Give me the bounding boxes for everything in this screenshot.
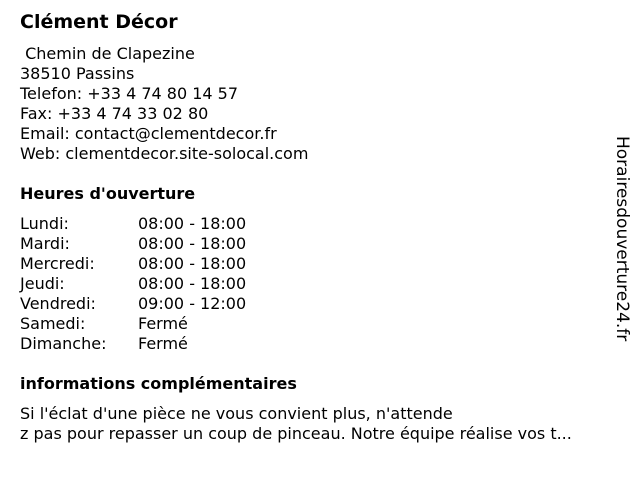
business-name: Clément Décor xyxy=(20,11,178,33)
city-address: 38510 Passins xyxy=(20,64,135,83)
day-time: 08:00 - 18:00 xyxy=(138,214,247,233)
day-time: 09:00 - 12:00 xyxy=(138,294,247,313)
day-label: Mardi: xyxy=(20,234,70,253)
email-address: Email: contact@clementdecor.fr xyxy=(20,124,277,143)
day-label: Dimanche: xyxy=(20,334,107,353)
fax-number: Fax: +33 4 74 33 02 80 xyxy=(20,104,209,123)
info-line: Si l'éclat d'une pièce ne vous convient plus, n'attende xyxy=(20,404,453,423)
site-watermark: Horairesdouverture24.fr xyxy=(612,136,632,342)
day-time: 08:00 - 18:00 xyxy=(138,274,247,293)
website: Web: clementdecor.site-solocal.com xyxy=(20,144,309,163)
day-label: Jeudi: xyxy=(20,274,65,293)
day-time: Fermé xyxy=(138,314,188,333)
additional-info-heading: informations complémentaires xyxy=(20,374,297,393)
opening-hours-heading: Heures d'ouverture xyxy=(20,184,196,203)
phone-number: Telefon: +33 4 74 80 14 57 xyxy=(20,84,239,103)
info-line: z pas pour repasser un coup de pinceau. Notre équipe réalise vos t... xyxy=(20,424,572,443)
additional-info-text xyxy=(20,404,620,444)
day-label: Mercredi: xyxy=(20,254,95,273)
day-time: 08:00 - 18:00 xyxy=(138,234,247,253)
day-label: Vendredi: xyxy=(20,294,96,313)
day-time: 08:00 - 18:00 xyxy=(138,254,247,273)
street-address: Chemin de Clapezine xyxy=(20,44,195,63)
day-label: Samedi: xyxy=(20,314,86,333)
day-time: Fermé xyxy=(138,334,188,353)
contact-block xyxy=(20,44,308,164)
day-label: Lundi: xyxy=(20,214,69,233)
